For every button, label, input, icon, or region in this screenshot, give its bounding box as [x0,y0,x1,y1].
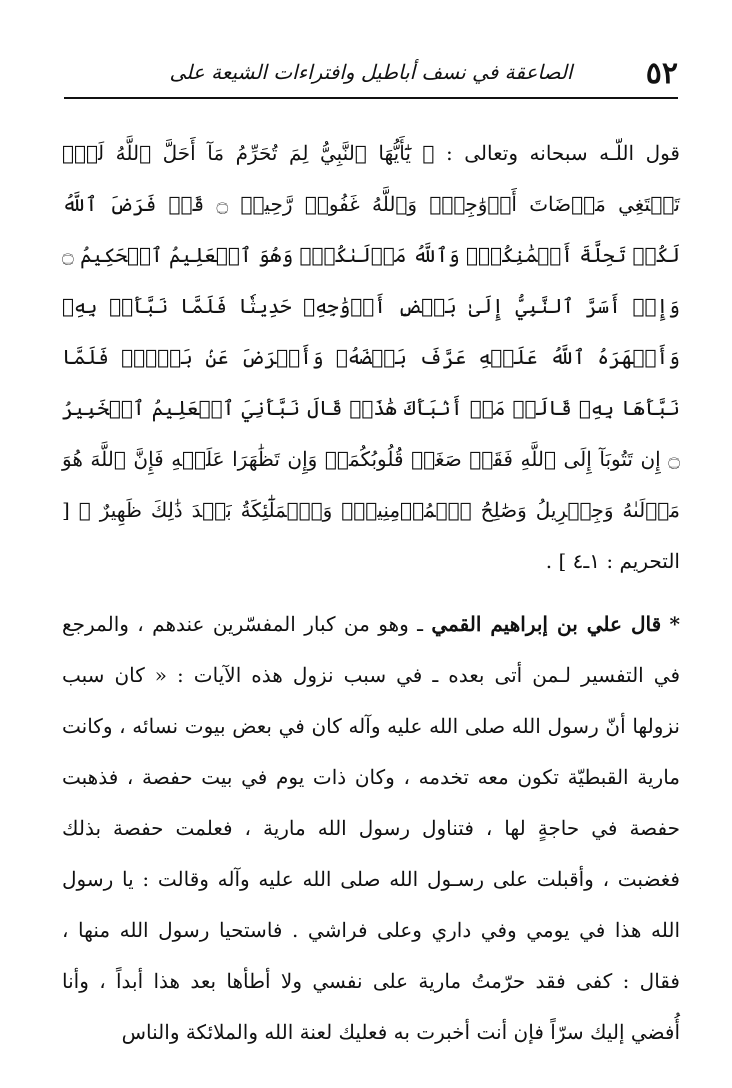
commentary-paragraph [62,599,680,1058]
page-header [64,50,678,94]
commentary-text: ـ وهو من كبار المفسّرين عندهم ، والمرجع في التفسير لـمن أتى بعده ـ في سبب نزول هذه الآيات : « كان سبب نزولها أنّ رسول الله صلى الله عليه وآله كان في بعض بيوت نسائه ، وكانت مارية القبطيّة تكون معه تخدمه ، وكان ذات يوم في بيت حفصة ، فذهبت حفصة في حاجةٍ لها ، فتناول رسول الله مارية ، فعلمت حفصة بذلك فغضبت ، وأقبلت على رسـول الله صلى الله عليه وآله وقالت : يا رسول الله هذا في يومي وفي داري وعلى فراشي . فاستحيا رسول الله منها ، فقال : كفى فقد حرّمتُ مارية على نفسي ولا أطأها بعد هذا أبداً ، وأنا أُفضي إليك سرّاً فإن أنت أخبرت به فعليك لعنة الله والملائكة والناس [62,612,680,1044]
page-body [62,128,680,1058]
narrator-name: قال علي بن إبراهيم القمي [431,612,662,636]
running-title: الصاعقة في نسف أباطيل وافتراءات الشيعة على [169,60,573,84]
page-number: ٥٢ [645,56,678,91]
header-rule [64,97,678,99]
star-marker: * [669,612,681,636]
quran-passage: قول اللّـه سبحانه وتعالى : ﴿ يَٰٓأَيُّهَا ٱلنَّبِيُّ لِمَ تُحَرِّمُ مَآ أَحَلَّ ٱللَّهُ لَكَۖ تَبۡتَغِي مَرۡضَاتَ أَزۡوَٰجِكَۚ وَٱللَّهُ غَفُورٞ رَّحِيمٞ ۝ قَدۡ فَرَضَ ٱللَّهُ لَكُمۡ تَحِلَّةَ أَيۡمَٰنِكُمۡۚ وَٱللَّهُ مَوۡلَىٰكُمۡۖ وَهُوَ ٱلۡعَلِيمُ ٱلۡحَكِيمُ ۝ وَإِذۡ أَسَرَّ ٱلنَّبِيُّ إِلَىٰ بَعۡضِ أَزۡوَٰجِهِۦ حَدِيثٗا فَلَمَّا نَبَّأَتۡ بِهِۦ وَأَظۡهَرَهُ ٱللَّهُ عَلَيۡهِ عَرَّفَ بَعۡضَهُۥ وَأَعۡرَضَ عَنۢ بَعۡضٖۖ فَلَمَّا نَبَّأَهَا بِهِۦ قَالَتۡ مَنۡ أَنۢبَأَكَ هَٰذَاۖ قَالَ نَبَّأَنِيَ ٱلۡعَلِيمُ ٱلۡخَبِيرُ ۝ إِن تَتُوبَآ إِلَى ٱللَّهِ فَقَدۡ صَغَتۡ قُلُوبُكُمَاۖ وَإِن تَظَٰهَرَا عَلَيۡهِ فَإِنَّ ٱللَّهَ هُوَ مَوۡلَىٰهُ وَجِبۡرِيلُ وَصَٰلِحُ ٱلۡمُؤۡمِنِينَۖ وَٱلۡمَلَٰٓئِكَةُ بَعۡدَ ذَٰلِكَ ظَهِيرٌ ﴾ [ التحريم : ١ـ٤ ] . [62,141,680,573]
